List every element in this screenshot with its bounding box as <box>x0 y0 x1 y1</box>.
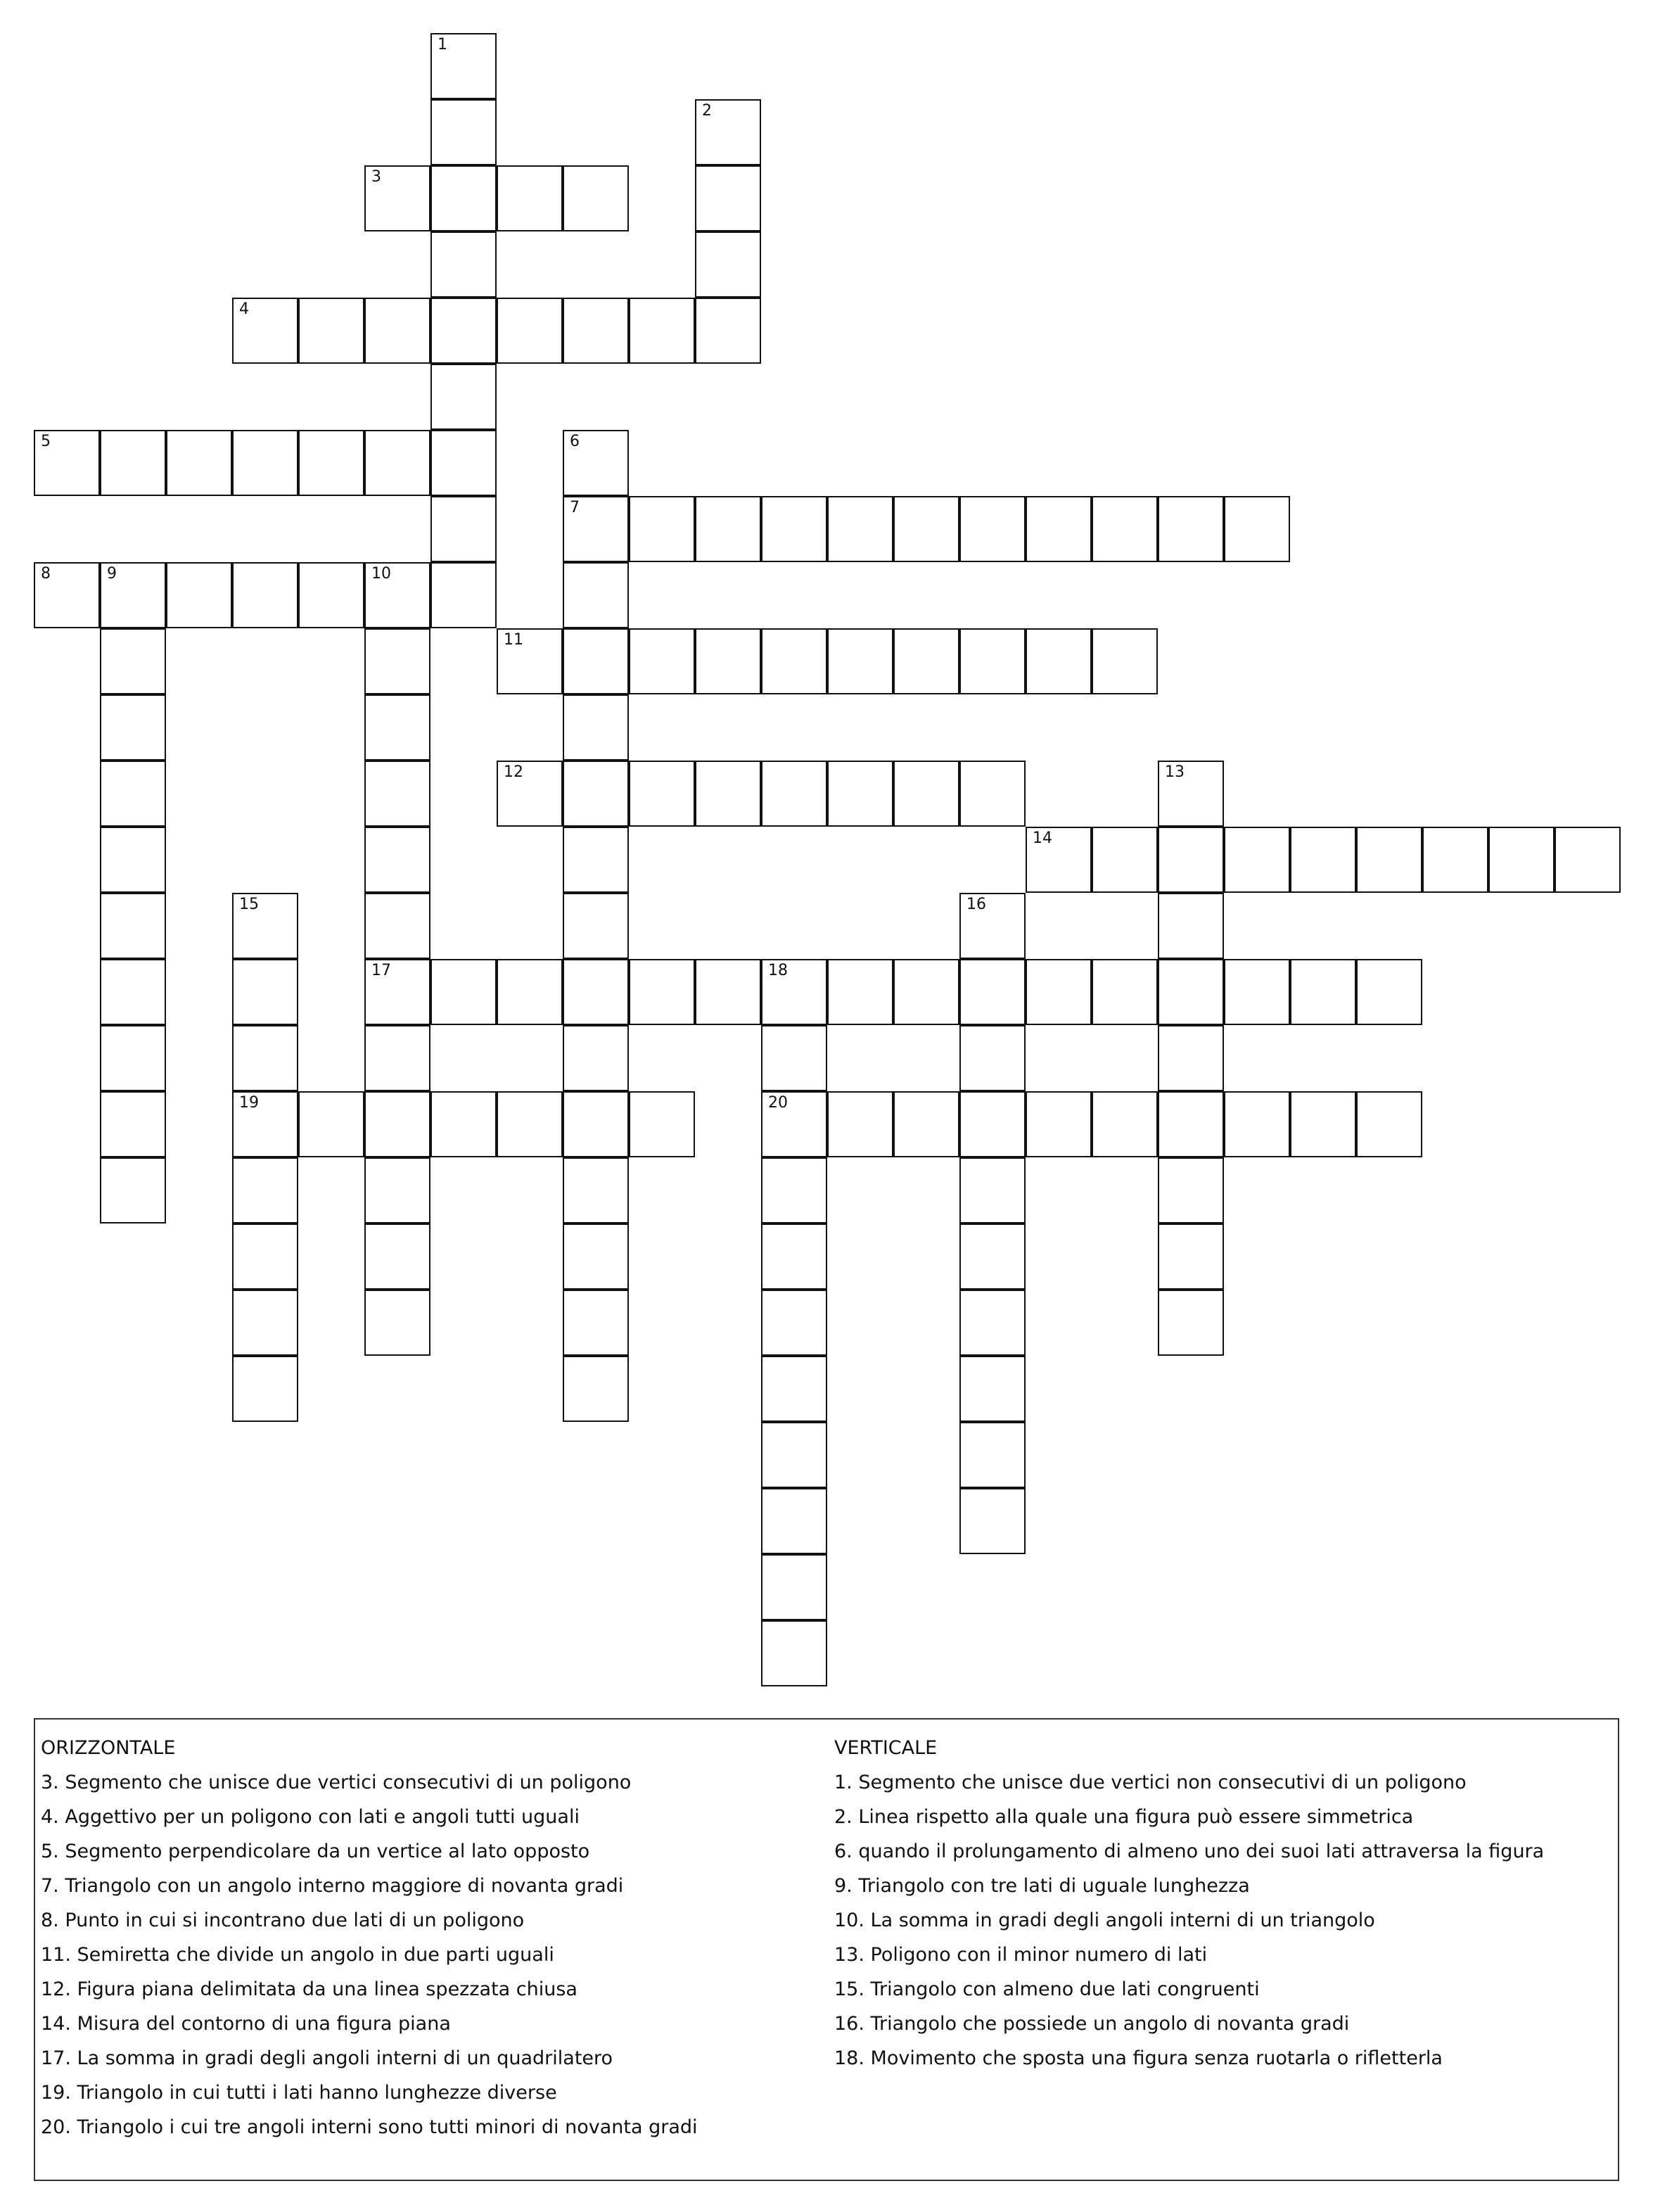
grid-cell[interactable] <box>232 430 298 496</box>
grid-cell[interactable] <box>1092 628 1158 694</box>
clue-number: 15 <box>239 896 259 913</box>
grid-cell[interactable] <box>100 827 166 893</box>
clue-number: 11 <box>504 631 523 649</box>
grid-cell[interactable] <box>1026 827 1092 893</box>
grid-cell[interactable] <box>959 1091 1026 1157</box>
grid-cell[interactable] <box>364 893 430 959</box>
grid-cell[interactable] <box>959 1488 1026 1554</box>
grid-cell[interactable] <box>497 761 563 827</box>
grid-cell[interactable] <box>364 1157 430 1223</box>
clue-number: 3 <box>371 168 381 186</box>
grid-cell[interactable] <box>827 761 893 827</box>
grid-cell[interactable] <box>298 430 364 496</box>
grid-cell[interactable] <box>364 562 430 628</box>
grid-cell[interactable] <box>232 1356 298 1422</box>
grid-cell[interactable] <box>629 628 695 694</box>
grid-cell[interactable] <box>563 1290 629 1356</box>
grid-cell[interactable] <box>761 959 827 1025</box>
clue-number: 14 <box>1033 830 1052 847</box>
grid-cell[interactable] <box>563 1025 629 1091</box>
clue-number: 12 <box>504 763 523 781</box>
grid-cell[interactable] <box>364 827 430 893</box>
grid-cell[interactable] <box>1026 1091 1092 1157</box>
clue-number: 16 <box>966 896 986 913</box>
grid-cell[interactable] <box>959 1157 1026 1223</box>
clue-across-5: 5. Segmento perpendicolare da un vertice al lato opposto <box>41 1841 590 1862</box>
grid-cell[interactable] <box>761 1356 827 1422</box>
grid-cell[interactable] <box>100 959 166 1025</box>
clue-number: 6 <box>570 433 580 450</box>
grid-cell[interactable] <box>100 430 166 496</box>
grid-cell[interactable] <box>1158 959 1224 1025</box>
grid-cell[interactable] <box>959 628 1026 694</box>
grid-cell[interactable] <box>893 959 959 1025</box>
grid-cell[interactable] <box>1092 959 1158 1025</box>
grid-cell[interactable] <box>695 496 761 562</box>
grid-cell[interactable] <box>430 496 497 562</box>
clue-down-1: 1. Segmento che unisce due vertici non consecutivi di un poligono <box>834 1772 1467 1793</box>
grid-cell[interactable] <box>1092 496 1158 562</box>
grid-cell[interactable] <box>893 496 959 562</box>
down-clues <box>834 1731 1615 2076</box>
grid-cell[interactable] <box>1158 1025 1224 1091</box>
grid-cell[interactable] <box>1158 1157 1224 1223</box>
grid-cell[interactable] <box>100 1157 166 1223</box>
grid-cell[interactable] <box>430 298 497 364</box>
grid-cell[interactable] <box>695 959 761 1025</box>
grid-cell[interactable] <box>959 1356 1026 1422</box>
grid-cell[interactable] <box>232 1091 298 1157</box>
grid-cell[interactable] <box>430 959 497 1025</box>
grid-cell[interactable] <box>893 628 959 694</box>
grid-cell[interactable] <box>761 1422 827 1488</box>
grid-cell[interactable] <box>364 959 430 1025</box>
clue-number: 2 <box>702 102 712 120</box>
clue-number: 13 <box>1165 763 1185 781</box>
grid-cell[interactable] <box>1488 827 1555 893</box>
clue-across-20: 20. Triangolo i cui tre angoli interni sono tutti minori di novanta gradi <box>41 2116 698 2138</box>
grid-cell[interactable] <box>761 1223 827 1290</box>
grid-cell[interactable] <box>959 1290 1026 1356</box>
grid-cell[interactable] <box>364 1091 430 1157</box>
clue-across-4: 4. Aggettivo per un poligono con lati e angoli tutti uguali <box>41 1806 580 1828</box>
clue-across-17: 17. La somma in gradi degli angoli interni di un quadrilatero <box>41 2047 613 2069</box>
grid-cell[interactable] <box>430 231 497 298</box>
clue-number: 19 <box>239 1094 259 1112</box>
grid-cell[interactable] <box>1158 893 1224 959</box>
grid-cell[interactable] <box>1290 827 1356 893</box>
clue-across-7: 7. Triangolo con un angolo interno maggiore di novanta gradi <box>41 1875 624 1897</box>
grid-cell[interactable] <box>563 628 629 694</box>
grid-cell[interactable] <box>563 761 629 827</box>
grid-cell[interactable] <box>563 827 629 893</box>
grid-cell[interactable] <box>761 1488 827 1554</box>
grid-cell[interactable] <box>1158 827 1224 893</box>
grid-cell[interactable] <box>1356 1091 1422 1157</box>
grid-cell[interactable] <box>959 893 1026 959</box>
grid-cell[interactable] <box>695 628 761 694</box>
grid-cell[interactable] <box>430 33 497 99</box>
grid-cell[interactable] <box>893 761 959 827</box>
grid-cell[interactable] <box>1158 1223 1224 1290</box>
grid-cell[interactable] <box>761 628 827 694</box>
grid-cell[interactable] <box>1092 1091 1158 1157</box>
clue-across-19: 19. Triangolo in cui tutti i lati hanno lunghezze diverse <box>41 2082 557 2104</box>
clue-down-10: 10. La somma in gradi degli angoli interni di un triangolo <box>834 1909 1375 1931</box>
grid-cell[interactable] <box>1224 1091 1290 1157</box>
grid-cell[interactable] <box>629 298 695 364</box>
grid-cell[interactable] <box>1555 827 1621 893</box>
grid-cell[interactable] <box>232 1157 298 1223</box>
clue-across-12: 12. Figura piana delimitata da una linea spezzata chiusa <box>41 1978 577 2000</box>
grid-cell[interactable] <box>298 298 364 364</box>
clue-number: 8 <box>41 565 51 583</box>
clues-box <box>34 1718 1619 2181</box>
grid-cell[interactable] <box>563 694 629 761</box>
grid-cell[interactable] <box>1026 959 1092 1025</box>
grid-cell[interactable] <box>695 298 761 364</box>
grid-cell[interactable] <box>959 1422 1026 1488</box>
grid-cell[interactable] <box>364 1290 430 1356</box>
clue-down-18: 18. Movimento che sposta una figura senza ruotarla o rifletterla <box>834 2047 1443 2069</box>
clue-number: 5 <box>41 433 51 450</box>
grid-cell[interactable] <box>563 430 629 496</box>
grid-cell[interactable] <box>232 1290 298 1356</box>
grid-cell[interactable] <box>827 959 893 1025</box>
grid-cell[interactable] <box>430 99 497 165</box>
clue-number: 4 <box>239 300 249 318</box>
grid-cell[interactable] <box>1224 827 1290 893</box>
grid-cell[interactable] <box>563 1223 629 1290</box>
grid-cell[interactable] <box>430 430 497 496</box>
grid-cell[interactable] <box>695 99 761 165</box>
grid-cell[interactable] <box>959 1025 1026 1091</box>
grid-cell[interactable] <box>563 1356 629 1422</box>
grid-cell[interactable] <box>1026 628 1092 694</box>
grid-cell[interactable] <box>761 496 827 562</box>
grid-cell[interactable] <box>695 761 761 827</box>
clue-down-9: 9. Triangolo con tre lati di uguale lunghezza <box>834 1875 1250 1897</box>
grid-cell[interactable] <box>364 761 430 827</box>
grid-cell[interactable] <box>761 1025 827 1091</box>
grid-cell[interactable] <box>761 1091 827 1157</box>
clue-number: 18 <box>768 962 788 979</box>
grid-cell[interactable] <box>1158 496 1224 562</box>
grid-cell[interactable] <box>232 959 298 1025</box>
grid-cell[interactable] <box>364 298 430 364</box>
grid-cell[interactable] <box>893 1091 959 1157</box>
grid-cell[interactable] <box>100 694 166 761</box>
grid-cell[interactable] <box>1158 761 1224 827</box>
grid-cell[interactable] <box>959 761 1026 827</box>
clue-down-16: 16. Triangolo che possiede un angolo di novanta gradi <box>834 2013 1350 2035</box>
grid-cell[interactable] <box>232 298 298 364</box>
grid-cell[interactable] <box>34 562 100 628</box>
grid-cell[interactable] <box>1422 827 1488 893</box>
grid-cell[interactable] <box>563 1091 629 1157</box>
grid-cell[interactable] <box>629 1091 695 1157</box>
grid-cell[interactable] <box>959 496 1026 562</box>
across-heading: ORIZZONTALE <box>41 1737 176 1759</box>
clue-number: 10 <box>371 565 391 583</box>
grid-cell[interactable] <box>166 430 232 496</box>
clue-down-2: 2. Linea rispetto alla quale una figura può essere simmetrica <box>834 1806 1414 1828</box>
grid-cell[interactable] <box>761 761 827 827</box>
grid-cell[interactable] <box>1158 1091 1224 1157</box>
grid-cell[interactable] <box>100 628 166 694</box>
grid-cell[interactable] <box>232 893 298 959</box>
grid-cell[interactable] <box>100 562 166 628</box>
grid-cell[interactable] <box>563 959 629 1025</box>
grid-cell[interactable] <box>430 1091 497 1157</box>
grid-cell[interactable] <box>563 893 629 959</box>
clue-number: 20 <box>768 1094 788 1112</box>
grid-cell[interactable] <box>232 1025 298 1091</box>
grid-cell[interactable] <box>497 298 563 364</box>
grid-cell[interactable] <box>761 1290 827 1356</box>
grid-cell[interactable] <box>1356 827 1422 893</box>
grid-cell[interactable] <box>364 430 430 496</box>
grid-cell[interactable] <box>34 430 100 496</box>
grid-cell[interactable] <box>629 761 695 827</box>
clue-across-8: 8. Punto in cui si incontrano due lati di un poligono <box>41 1909 525 1931</box>
grid-cell[interactable] <box>166 562 232 628</box>
grid-cell[interactable] <box>1092 827 1158 893</box>
grid-cell[interactable] <box>430 364 497 430</box>
grid-cell[interactable] <box>761 1554 827 1620</box>
grid-cell[interactable] <box>298 1091 364 1157</box>
grid-cell[interactable] <box>1290 1091 1356 1157</box>
grid-cell[interactable] <box>563 562 629 628</box>
grid-cell[interactable] <box>100 1025 166 1091</box>
grid-cell[interactable] <box>761 1620 827 1686</box>
grid-cell[interactable] <box>497 628 563 694</box>
grid-cell[interactable] <box>1026 496 1092 562</box>
down-heading: VERTICALE <box>834 1737 938 1759</box>
grid-cell[interactable] <box>695 231 761 298</box>
clue-across-11: 11. Semiretta che divide un angolo in due parti uguali <box>41 1944 554 1966</box>
grid-cell[interactable] <box>364 1223 430 1290</box>
grid-cell[interactable] <box>1224 959 1290 1025</box>
clue-down-13: 13. Poligono con il minor numero di lati <box>834 1944 1208 1966</box>
grid-cell[interactable] <box>364 1025 430 1091</box>
grid-cell[interactable] <box>100 761 166 827</box>
clue-across-3: 3. Segmento che unisce due vertici consecutivi di un poligono <box>41 1772 632 1793</box>
clue-down-15: 15. Triangolo con almeno due lati congruenti <box>834 1978 1260 2000</box>
grid-cell[interactable] <box>100 1091 166 1157</box>
clue-down-6: 6. quando il prolungamento di almeno uno dei suoi lati attraversa la figura <box>834 1841 1545 1862</box>
grid-cell[interactable] <box>497 959 563 1025</box>
grid-cell[interactable] <box>364 694 430 761</box>
clue-across-14: 14. Misura del contorno di una figura piana <box>41 2013 451 2035</box>
clue-number: 7 <box>570 499 580 516</box>
across-clues <box>41 1731 829 2144</box>
grid-cell[interactable] <box>1224 496 1290 562</box>
grid-cell[interactable] <box>827 496 893 562</box>
grid-cell[interactable] <box>563 1157 629 1223</box>
grid-cell[interactable] <box>959 1223 1026 1290</box>
grid-cell[interactable] <box>364 628 430 694</box>
grid-cell[interactable] <box>629 959 695 1025</box>
grid-cell[interactable] <box>430 562 497 628</box>
grid-cell[interactable] <box>827 628 893 694</box>
grid-cell[interactable] <box>232 562 298 628</box>
grid-cell[interactable] <box>232 1223 298 1290</box>
grid-cell[interactable] <box>827 1091 893 1157</box>
grid-cell[interactable] <box>563 165 629 231</box>
grid-cell[interactable] <box>298 562 364 628</box>
grid-cell[interactable] <box>1290 959 1356 1025</box>
grid-cell[interactable] <box>497 165 563 231</box>
grid-cell[interactable] <box>430 165 497 231</box>
grid-cell[interactable] <box>100 893 166 959</box>
grid-cell[interactable] <box>563 496 629 562</box>
grid-cell[interactable] <box>629 496 695 562</box>
grid-cell[interactable] <box>761 1157 827 1223</box>
clue-number: 1 <box>438 36 447 53</box>
grid-cell[interactable] <box>497 1091 563 1157</box>
grid-cell[interactable] <box>695 165 761 231</box>
grid-cell[interactable] <box>1356 959 1422 1025</box>
grid-cell[interactable] <box>1158 1290 1224 1356</box>
clue-number: 17 <box>371 962 391 979</box>
grid-cell[interactable] <box>563 298 629 364</box>
grid-cell[interactable] <box>364 165 430 231</box>
clue-number: 9 <box>107 565 117 583</box>
grid-cell[interactable] <box>959 959 1026 1025</box>
